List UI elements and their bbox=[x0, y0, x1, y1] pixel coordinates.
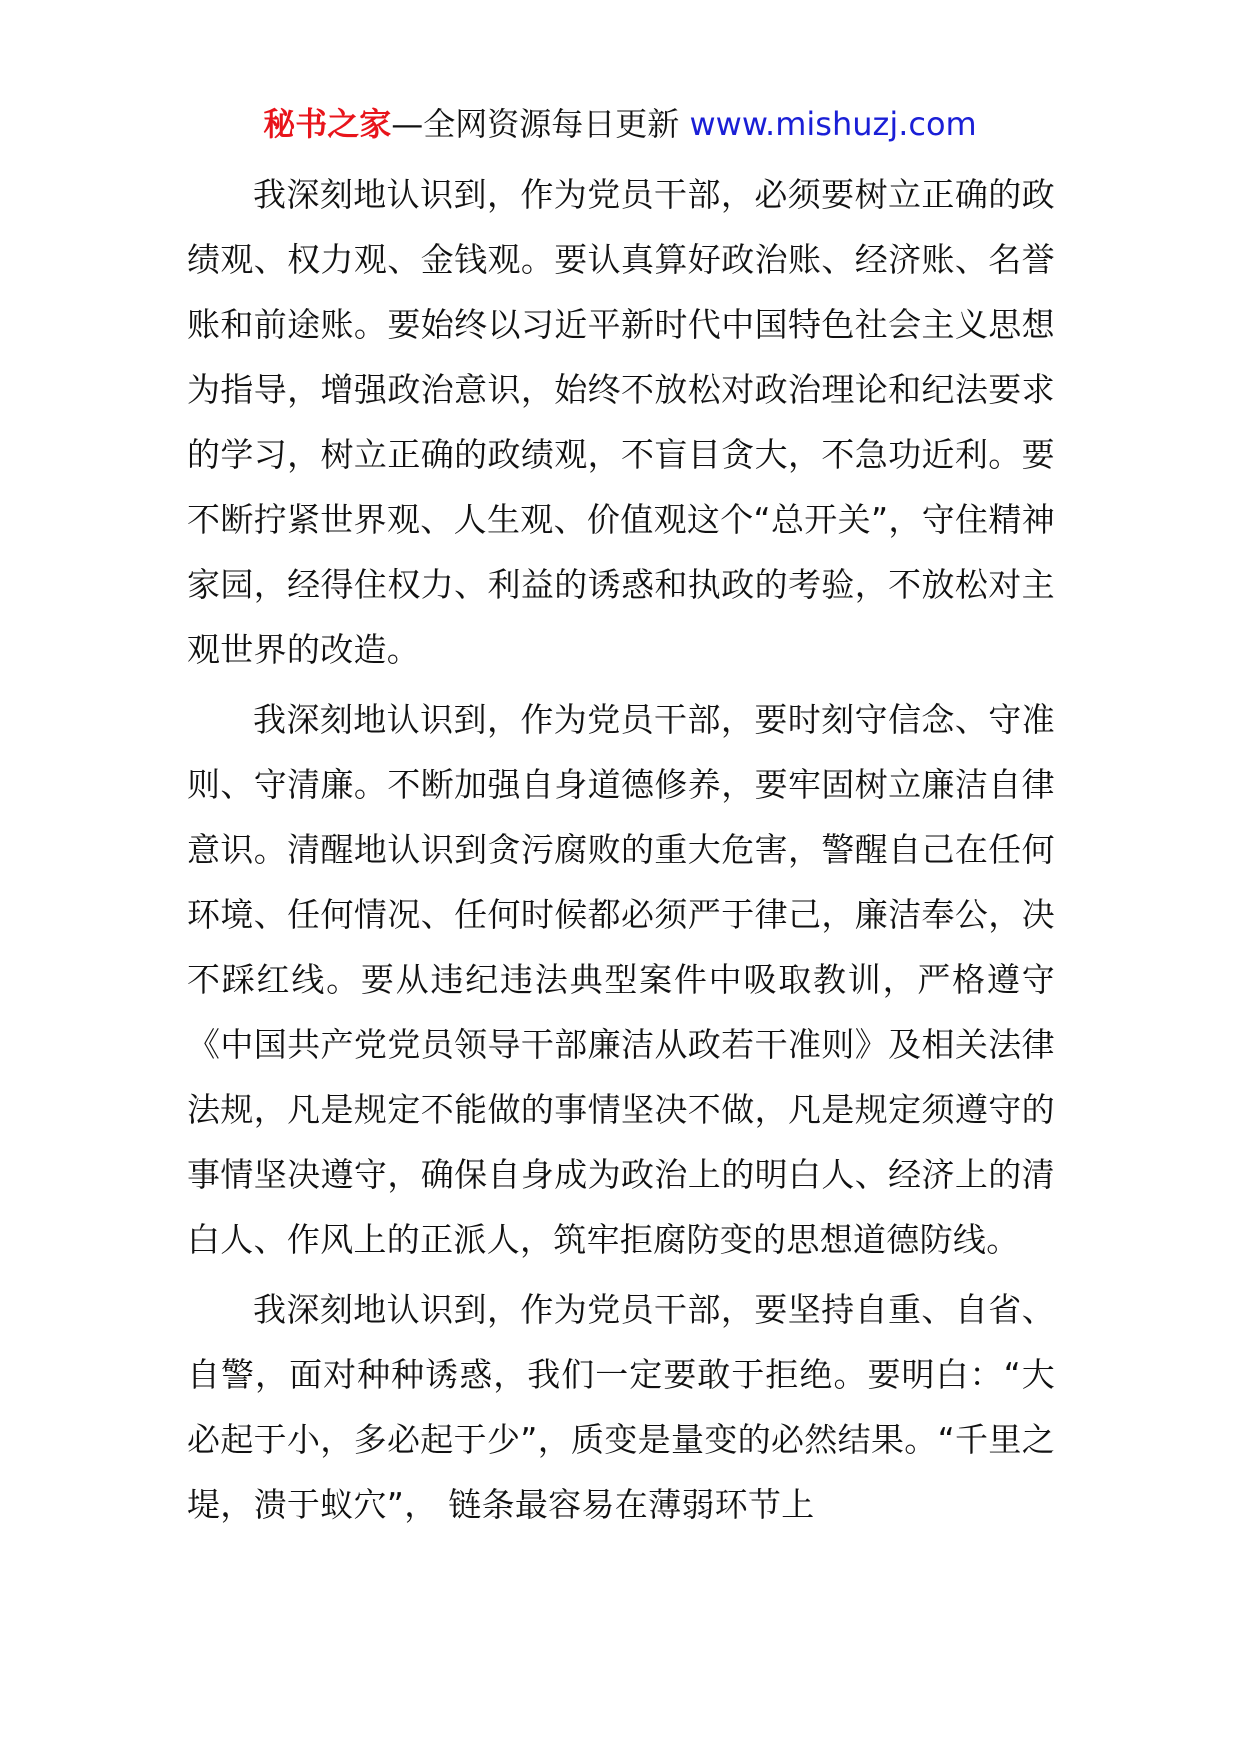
paragraph-3: 我深刻地认识到，作为党员干部，要坚持自重、自省、自警，面对种种诱惑，我们一定要敢于拒绝。要明白：“大必起于小，多必起于少”，质变是量变的必然结果。“千里之堤，溃于蚁穴”， 链条最容易在薄弱环节上 bbox=[187, 1290, 1055, 1524]
document-body bbox=[187, 162, 1055, 1542]
site-url-link[interactable]: www.mishuzj.com bbox=[689, 105, 977, 143]
site-brand: 秘书之家 bbox=[263, 105, 392, 143]
paragraph-1: 我深刻地认识到，作为党员干部，必须要树立正确的政绩观、权力观、金钱观。要认真算好政治账、经济账、名誉账和前途账。要始终以习近平新时代中国特色社会主义思想为指导，增强政治意识，始终不放松对政治理论和纪法要求的学习，树立正确的政绩观，不盲目贪大，不急功近利。要不断拧紧世界观、人生观、价值观这个“总开关”，守住精神家园，经得住权力、利益的诱惑和执政的考验，不放松对主观世界的改造。 bbox=[187, 175, 1055, 669]
paragraph-2: 我深刻地认识到，作为党员干部，要时刻守信念、守准则、守清廉。不断加强自身道德修养，要牢固树立廉洁自律意识。清醒地认识到贪污腐败的重大危害，警醒自己在任何环境、任何情况、任何时候都必须严于律己，廉洁奉公，决不踩红线。要从违纪违法典型案件中吸取教训，严格遵守《中国共产党党员领导干部廉洁从政若干准则》及相关法律法规，凡是规定不能做的事情坚决不做，凡是规定须遵守的事情坚决遵守，确保自身成为政治上的明白人、经济上的清白人、作风上的正派人，筑牢拒腐防变的思想道德防线。 bbox=[187, 700, 1055, 1259]
page-header bbox=[0, 104, 1240, 144]
site-tagline: —全网资源每日更新 bbox=[391, 105, 680, 143]
